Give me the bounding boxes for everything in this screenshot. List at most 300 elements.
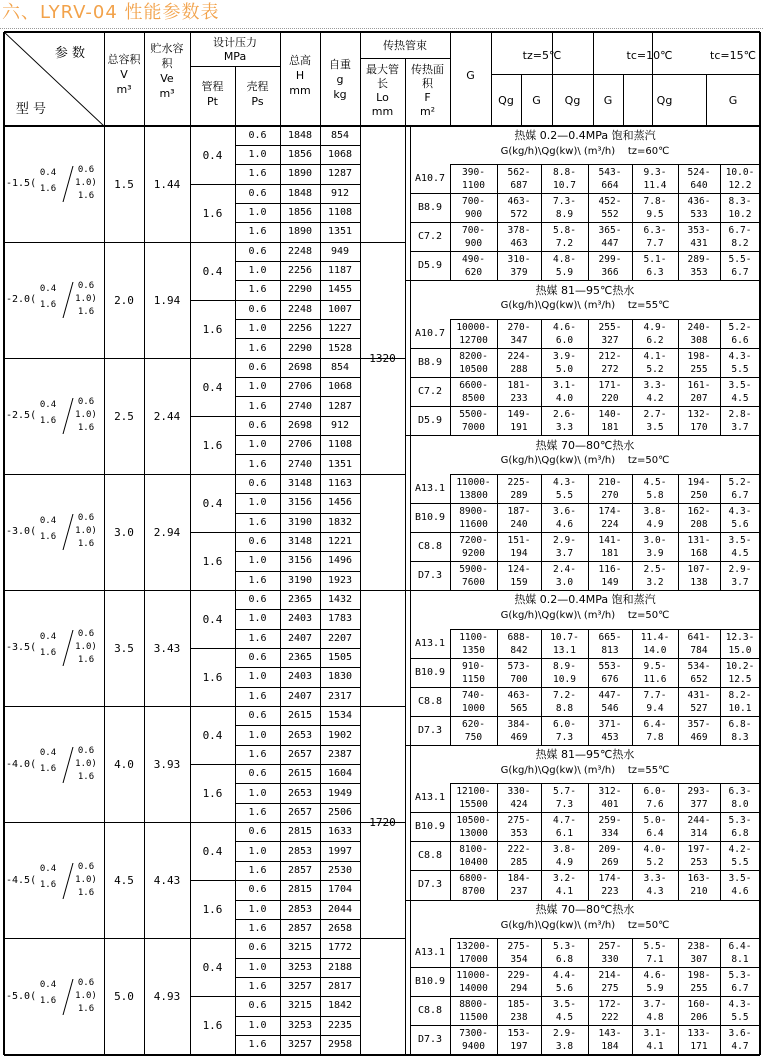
model-option: 0.4 [39,399,57,410]
heat-exchange-value: 310- 379 [507,254,531,279]
water-volume-value: 4.43 [153,874,181,888]
heat-exchange-value: 172- 222 [598,999,622,1024]
model-option: 0.4 [39,864,57,875]
shell-pressure-value: 0.6 [248,245,267,257]
heat-exchange-value: 7.3- 8.9 [553,196,576,221]
heat-exchange-value: 6.0- 7.6 [643,786,667,811]
model-option: 1.6 [77,887,95,898]
weight-value: 1902 [327,729,353,741]
heat-exchange-value: 6.3- 7.7 [643,225,667,250]
heat-exchange-value: 6.0- 7.3 [553,718,576,743]
tube-pressure-value: 0.4 [202,612,223,626]
heat-exchange-value: 4.3- 5.5 [728,999,752,1024]
heat-exchange-value: 688- 842 [507,631,531,656]
shell-pressure-value: 0.6 [248,419,267,431]
model-option: 0.6 [77,745,95,756]
heat-exchange-value: 8200- 10500 [459,351,488,376]
heat-exchange-value: 8100- 10400 [459,844,488,869]
model-option: 1.0) [75,642,97,653]
weight-value: 1496 [327,555,353,567]
tube-pressure-header: 管程 Pt [201,80,224,108]
shell-pressure-value: 1.6 [248,284,267,296]
heat-exchange-value: 13200- 17000 [456,941,491,966]
shell-pressure-value: 1.0 [248,613,267,625]
heat-exchange-value: 7300- 9400 [459,1028,488,1053]
heat-exchange-value: 3.7- 4.8 [643,999,667,1024]
shell-pressure-value: 0.6 [248,477,267,489]
height-value: 2365 [287,594,313,606]
max-length-value: 1320 [369,351,396,365]
heat-exchange-value: 431- 527 [687,689,711,714]
weight-value: 1287 [327,168,353,180]
shell-pressure-value: 0.6 [248,303,267,315]
medium-title: 热媒 0.2—0.4MPa 饱和蒸汽 [514,593,656,607]
total-volume-value: 4.0 [114,758,134,772]
shell-pressure-value: 0.6 [248,129,267,141]
max-length-value: 1720 [369,816,396,830]
heat-exchange-value: 910- 1150 [462,660,485,685]
g-header: G [466,68,475,82]
heat-exchange-value: 143- 184 [598,1028,622,1053]
weight-value: 1528 [327,342,353,354]
weight-value: 2817 [327,981,353,993]
heat-exchange-value: 5.0- 6.4 [643,815,667,840]
water-volume-value: 1.44 [153,177,181,191]
weight-value: 2387 [327,748,353,760]
weight-value: 2044 [327,903,353,915]
heat-exchange-value: 210- 270 [598,476,622,501]
heat-exchange-value: 620- 750 [462,718,485,743]
tube-pressure-value: 0.4 [202,729,223,743]
heat-exchange-value: 390- 1100 [462,167,485,192]
heat-exchange-value: 3.5- 4.6 [728,873,752,898]
height-value: 1890 [287,226,313,238]
tube-pressure-value: 0.4 [202,264,223,278]
medium-subtitle: G(kg/h)\Qg(kw)\ (m³/h) tz=60℃ [500,145,670,157]
heat-exchange-value: 543- 664 [598,167,622,192]
heat-exchange-value: 452- 552 [598,196,622,221]
shell-pressure-value: 1.0 [248,265,267,277]
model-option: 1.6 [39,415,57,426]
water-volume-value: 2.94 [153,525,181,539]
model-option: 0.6 [77,281,95,292]
model-option: 1.0) [75,294,97,305]
heat-exchange-value: 4.6- 6.0 [553,322,576,346]
medium-subtitle: G(kg/h)\Qg(kw)\ (m³/h) tz=50℃ [500,919,670,931]
heat-exchange-value: 562- 687 [507,167,531,192]
option-divider-icon [61,166,75,202]
heat-exchange-value: 5.2- 6.7 [728,476,752,501]
heat-exchange-value: 132- 170 [687,409,711,434]
tube-model: A13.1 [414,947,446,959]
height-value: 1848 [287,187,313,199]
heat-exchange-value: 141- 181 [598,534,622,559]
height-value: 2706 [287,439,313,451]
heat-exchange-value: 3.5- 4.5 [553,999,576,1024]
heat-exchange-value: 4.4- 5.6 [553,970,576,995]
design-pressure-header: 设计压力 MPa [213,36,257,63]
weight-value: 912 [330,187,350,199]
heat-exchange-value: 4.3- 5.5 [553,476,576,501]
model-option: 1.0) [75,410,97,421]
heat-exchange-value: 3.6- 4.6 [553,505,576,530]
heat-exchange-value: 153- 197 [507,1028,531,1053]
model-option: 1.0) [75,526,97,537]
model-option: 1.0) [75,874,97,885]
model-code: -2.5( [6,410,36,422]
model-option: 0.6 [77,513,95,524]
weight-value: 2317 [327,690,353,702]
tube-model: A10.7 [414,173,446,185]
height-value: 2365 [287,652,313,664]
weight-value: 2530 [327,864,353,876]
heat-exchange-value: 10000- 12700 [456,322,491,346]
weight-value: 1227 [327,323,353,335]
height-value: 2290 [287,342,313,354]
model-option: 1.6 [39,996,57,1007]
model-code: -3.5( [6,642,36,654]
heat-exchange-value: 3.8- 4.9 [553,844,576,869]
heat-exchange-value: 384- 469 [507,718,531,743]
heat-exchange-value: 4.5- 5.8 [643,476,667,501]
heat-exchange-value: 275- 354 [507,941,531,966]
heat-exchange-value: 2.8- 3.7 [728,409,752,434]
water-volume-value: 3.93 [153,758,181,772]
height-value: 3253 [287,961,313,973]
shell-pressure-value: 0.6 [248,594,267,606]
heat-exchange-value: 299- 366 [598,254,622,279]
tube-model: D7.3 [417,569,443,581]
heat-exchange-value: 534- 652 [687,660,711,685]
option-divider-icon [61,514,75,550]
height-value: 3257 [287,1039,313,1051]
heat-exchange-value: 270- 347 [507,322,531,346]
tube-model: C8.8 [417,695,443,707]
heat-exchange-value: 184- 237 [507,873,531,898]
heat-exchange-value: 11000- 14000 [456,970,491,995]
weight-value: 1351 [327,226,353,238]
heat-exchange-value: 9.5- 11.6 [643,660,667,685]
weight-value: 1221 [327,536,353,548]
weight-value: 1604 [327,768,353,780]
weight-value: 2658 [327,923,353,935]
model-option: 0.6 [77,629,95,640]
height-value: 2740 [287,400,313,412]
heat-exchange-value: 275- 353 [507,815,531,840]
height-value: 2857 [287,864,313,876]
height-value: 2740 [287,458,313,470]
qg-subheader: Qg [564,93,581,107]
heat-exchange-value: 11.4- 14.0 [640,631,670,656]
model-option: 0.6 [77,165,95,176]
heat-exchange-value: 700- 900 [462,196,485,221]
shell-pressure-header: 壳程 Ps [246,80,269,108]
g-subheader: G [603,93,613,107]
shell-pressure-value: 1.6 [248,226,267,238]
shell-pressure-value: 0.6 [248,536,267,548]
total-volume-value: 4.5 [114,874,134,888]
heat-exchange-value: 3.5- 4.5 [728,534,752,559]
heat-exchange-value: 257- 330 [598,941,622,966]
table-left-border [3,32,5,1055]
heat-exchange-value: 12.3- 15.0 [725,631,755,656]
model-code: -1.5( [6,178,36,190]
heat-exchange-value: 259- 334 [598,815,622,840]
weight-value: 1772 [327,942,353,954]
shell-pressure-value: 1.6 [248,574,267,586]
shell-pressure-value: 1.0 [248,323,267,335]
heat-exchange-value: 10.2- 12.5 [725,660,755,685]
heat-exchange-value: 225- 289 [507,476,531,501]
tube-pressure-value: 0.4 [202,380,223,394]
weight-value: 2235 [327,1019,353,1031]
height-value: 2657 [287,806,313,818]
model-option: 1.6 [77,191,95,202]
area-header: 传热面 积 F m² [411,63,444,118]
weight-value: 1534 [327,710,353,722]
heat-exchange-value: 212- 272 [598,351,622,376]
table-top-border [4,31,760,33]
tube-pressure-value: 1.6 [202,670,223,684]
tube-pressure-value: 1.6 [202,438,223,452]
heat-exchange-value: 3.8- 4.9 [643,505,667,530]
height-value: 1848 [287,129,313,141]
heat-exchange-value: 3.3- 4.3 [643,873,667,898]
model-option: 1.6 [39,299,57,310]
option-divider-icon [61,979,75,1015]
shell-pressure-value: 0.6 [248,826,267,838]
weight-value: 1163 [327,477,353,489]
height-value: 3257 [287,981,313,993]
heat-exchange-value: 194- 250 [687,476,711,501]
shell-pressure-value: 0.6 [248,768,267,780]
tz-group-header: tc=10℃ [626,48,673,62]
heat-exchange-value: 174- 223 [598,873,622,898]
heat-exchange-value: 365- 447 [598,225,622,250]
shell-pressure-value: 0.6 [248,710,267,722]
heat-exchange-value: 312- 401 [598,786,622,811]
heat-exchange-value: 3.5- 4.5 [728,380,752,405]
weight-value: 1832 [327,516,353,528]
shell-pressure-value: 1.0 [248,961,267,973]
shell-pressure-value: 1.0 [248,497,267,509]
height-value: 2653 [287,729,313,741]
heat-exchange-value: 5.3- 6.8 [553,941,576,966]
heat-exchange-value: 10500- 13000 [456,815,491,840]
heat-exchange-value: 214- 275 [598,970,622,995]
heat-exchange-value: 198- 255 [687,970,711,995]
tz-group-header: tc=15℃ [710,48,756,62]
heat-exchange-value: 700- 900 [462,225,485,250]
weight-value: 1432 [327,594,353,606]
model-option: 1.6 [39,183,57,194]
heat-exchange-value: 224- 288 [507,351,531,376]
model-option: 1.0) [75,758,97,769]
heat-exchange-value: 4.1- 5.2 [643,351,667,376]
shell-pressure-value: 0.6 [248,652,267,664]
heat-exchange-value: 6600- 8500 [459,380,488,405]
height-value: 2407 [287,690,313,702]
heat-exchange-value: 107- 138 [687,563,711,588]
medium-subtitle: G(kg/h)\Qg(kw)\ (m³/h) tz=55℃ [500,764,670,776]
qg-subheader: Qg [498,93,514,107]
option-divider-icon [61,863,75,899]
heat-exchange-value: 665- 813 [598,631,622,656]
shell-pressure-value: 1.6 [248,864,267,876]
heat-exchange-value: 240- 308 [687,322,711,346]
heat-exchange-value: 116- 149 [598,563,622,588]
heat-exchange-value: 740- 1000 [462,689,485,714]
model-header: 型 号 [15,101,47,117]
heat-exchange-value: 3.6- 4.7 [728,1028,752,1053]
height-value: 2248 [287,303,313,315]
shell-pressure-value: 1.6 [248,342,267,354]
height-value: 3156 [287,555,313,567]
tube-pressure-value: 0.4 [202,496,223,510]
water-volume-value: 3.43 [153,641,181,655]
heat-exchange-value: 463- 572 [507,196,531,221]
shell-pressure-value: 0.6 [248,361,267,373]
tube-model: C8.8 [417,850,443,862]
heat-exchange-value: 174- 224 [598,505,622,530]
tube-model: D5.9 [417,415,443,427]
heat-exchange-value: 6800- 8700 [459,873,488,898]
weight-value: 854 [330,361,350,373]
shell-pressure-value: 1.6 [248,458,267,470]
weight-value: 1704 [327,884,353,896]
heat-exchange-value: 181- 233 [507,380,531,405]
medium-title: 热媒 70—80℃热水 [535,438,635,452]
g-subheader: G [728,93,738,107]
shell-pressure-value: 1.6 [248,748,267,760]
heat-exchange-value: 447- 546 [598,689,622,714]
weight-value: 1923 [327,574,353,586]
model-option: 1.0) [75,178,97,189]
tube-pressure-value: 0.4 [202,845,223,859]
option-divider-icon [61,747,75,783]
tube-pressure-value: 1.6 [202,206,223,220]
weight-value: 1633 [327,826,353,838]
total-volume-header: 总容积 V m³ [107,52,141,96]
weight-header: 自重 g kg [329,57,351,101]
weight-value: 1187 [327,265,353,277]
height-value: 2657 [287,748,313,760]
heat-exchange-value: 171- 220 [598,380,622,405]
weight-value: 1068 [327,381,353,393]
total-volume-value: 3.0 [114,525,134,539]
model-option: 1.6 [39,647,57,658]
tube-model: A13.1 [414,792,446,804]
model-code: -5.0( [6,990,36,1002]
heat-exchange-value: 573- 700 [507,660,531,685]
heat-exchange-value: 5.3- 6.7 [728,970,752,995]
shell-pressure-value: 1.0 [248,1019,267,1031]
weight-value: 1830 [327,671,353,683]
weight-value: 1505 [327,652,353,664]
heat-exchange-value: 5.5- 7.1 [643,941,667,966]
tube-model: A10.7 [414,328,446,339]
heat-exchange-value: 160- 206 [687,999,711,1024]
shell-pressure-value: 1.0 [248,845,267,857]
tube-pressure-value: 1.6 [202,787,223,801]
height-value: 2857 [287,923,313,935]
heat-exchange-value: 3.0- 3.9 [643,534,667,559]
height-value: 3253 [287,1019,313,1031]
shell-pressure-value: 1.6 [248,400,267,412]
height-value: 3148 [287,536,313,548]
shell-pressure-value: 1.0 [248,149,267,161]
height-value: 2706 [287,381,313,393]
height-value: 2248 [287,245,313,257]
height-value: 1890 [287,168,313,180]
tube-pressure-value: 1.6 [202,1019,223,1033]
heat-exchange-value: 2.9- 3.7 [728,563,752,588]
g-subheader: G [532,93,541,107]
heat-exchange-value: 8800- 11500 [459,999,488,1024]
heat-exchange-value: 238- 307 [687,941,711,966]
height-value: 2403 [287,671,313,683]
heat-exchange-value: 293- 377 [687,786,711,811]
heat-exchange-value: 3.2- 4.1 [553,873,576,898]
weight-value: 1997 [327,845,353,857]
weight-value: 854 [330,129,350,141]
weight-value: 2188 [327,961,353,973]
heat-exchange-value: 2.5- 3.2 [643,563,667,588]
heat-exchange-value: 641- 784 [687,631,711,656]
heat-exchange-value: 2.7- 3.5 [643,409,667,434]
weight-value: 2506 [327,806,353,818]
grid-line [360,58,450,59]
model-option: 1.6 [77,423,95,434]
shell-pressure-value: 1.0 [248,555,267,567]
model-option: 1.6 [39,531,57,542]
tube-model: A13.1 [414,637,446,649]
shell-pressure-value: 1.6 [248,632,267,644]
heat-exchange-value: 353- 431 [687,225,711,250]
model-option: 1.6 [77,655,95,666]
medium-title: 热媒 81—95℃热水 [535,748,635,762]
heat-exchange-value: 5500- 7000 [459,409,488,434]
model-option: 1.6 [77,539,95,550]
weight-value: 1783 [327,613,353,625]
heat-exchange-value: 161- 207 [687,380,711,405]
heat-exchange-value: 5.3- 6.8 [728,815,752,840]
height-value: 3190 [287,516,313,528]
weight-value: 1068 [327,149,353,161]
heat-exchange-value: 4.2- 5.5 [728,844,752,869]
height-value: 2815 [287,884,313,896]
heat-exchange-value: 149- 191 [507,409,531,434]
heat-exchange-value: 7200- 9200 [459,534,488,559]
heat-exchange-value: 11000- 13800 [456,476,491,501]
heat-exchange-value: 4.0- 5.2 [643,844,667,869]
heat-exchange-value: 4.3- 5.5 [728,351,752,376]
heat-exchange-value: 12100- 15500 [456,786,491,811]
water-volume-header: 贮水容 积 Ve m³ [150,42,184,100]
heat-exchange-value: 197- 253 [687,844,711,869]
max-length-header: 最大管 长 Lo mm [366,63,399,118]
total-volume-value: 2.5 [114,409,134,423]
shell-pressure-value: 1.6 [248,1039,267,1051]
height-value: 2698 [287,419,313,431]
heat-exchange-value: 5.1- 6.3 [643,254,667,279]
heat-exchange-value: 151- 194 [507,534,531,559]
shell-pressure-value: 1.0 [248,207,267,219]
heat-exchange-value: 222- 285 [507,844,531,869]
shell-pressure-value: 0.6 [248,942,267,954]
height-header: 总高 H mm [289,53,311,97]
heat-exchange-value: 2.9- 3.8 [553,1028,576,1053]
